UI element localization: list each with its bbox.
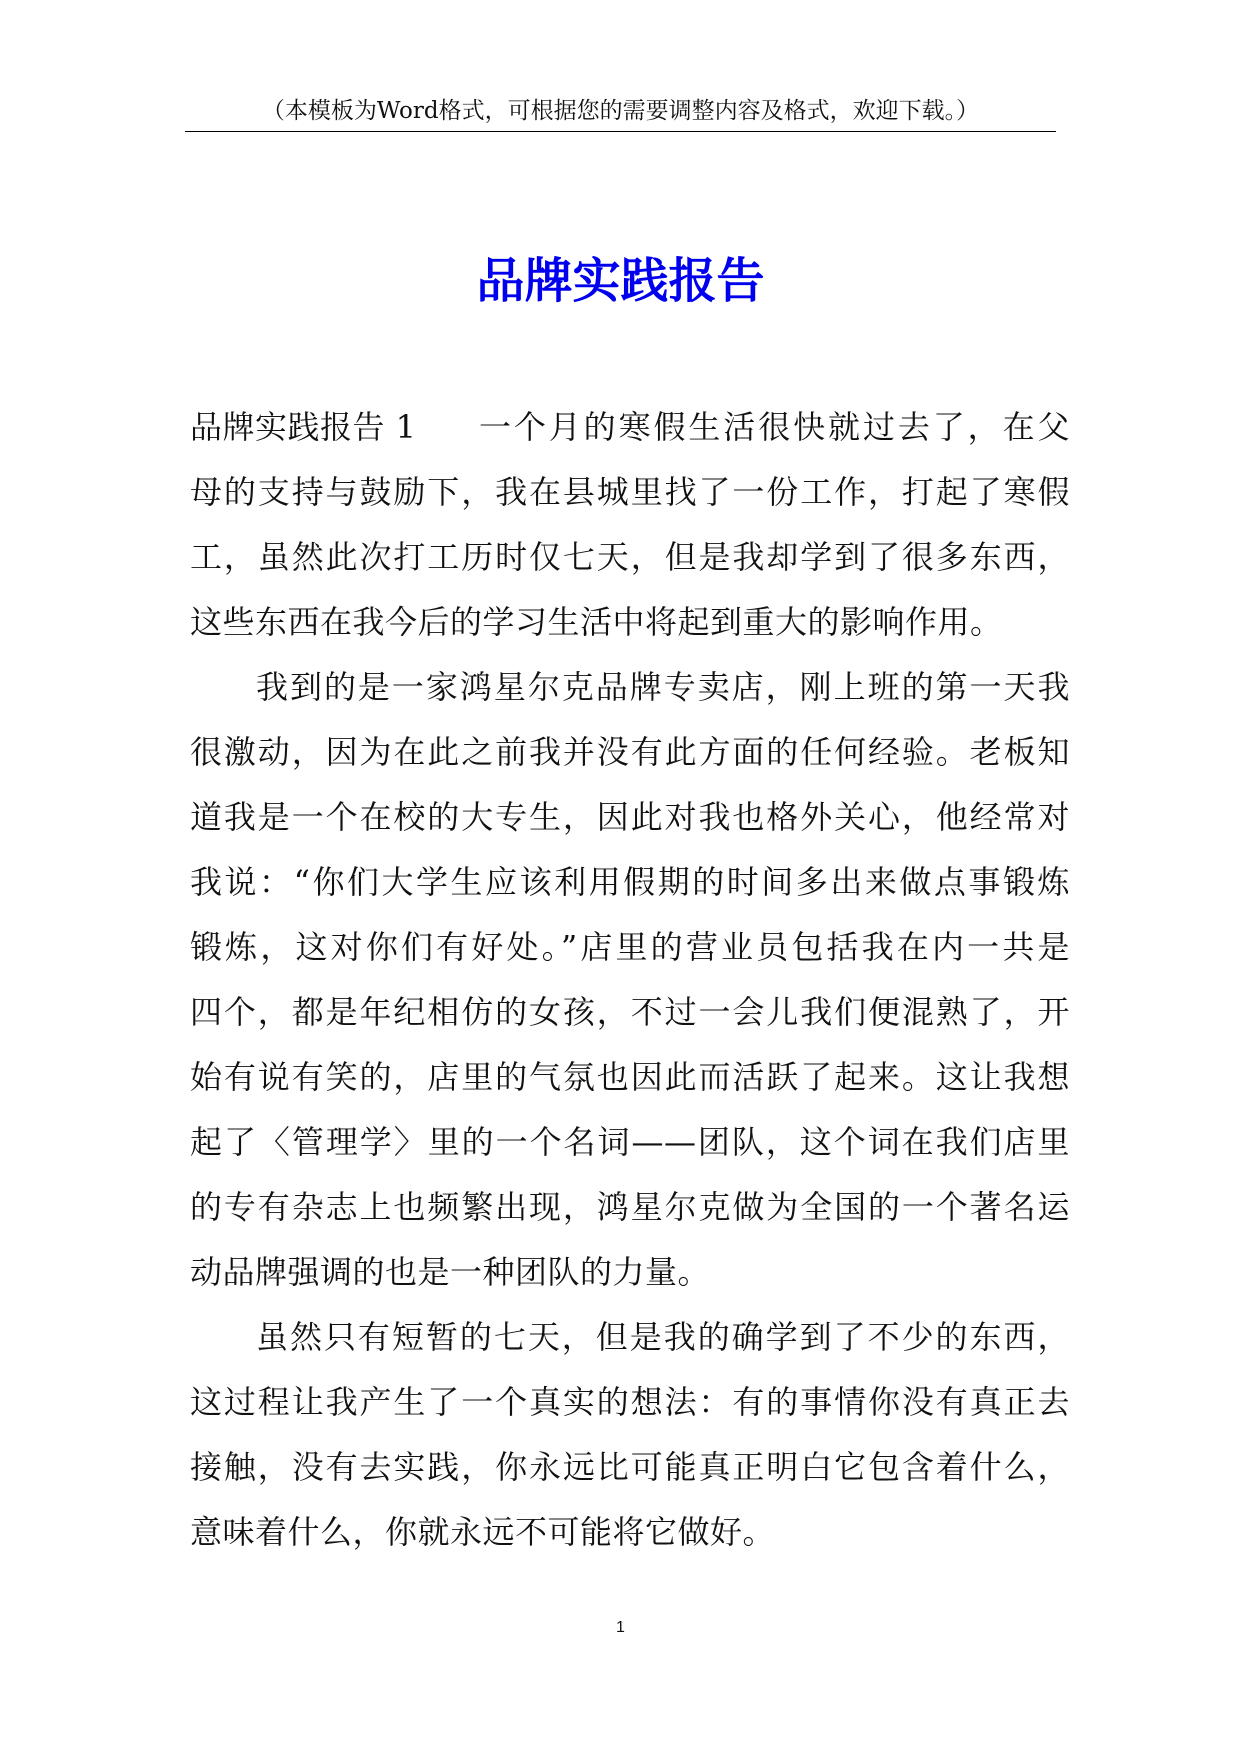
paragraph-line: 这过程让我产生了一个真实的想法：有的事情你没有真正去 [190,1383,1070,1421]
document-title: 品牌实践报告 [476,253,765,310]
paragraph-line: 虽然只有短暂的七天，但是我的确学到了不少的东西， [256,1318,1070,1356]
header-divider [185,131,1056,132]
template-header-note: （本模板为Word格式，可根据您的需要调整内容及格式，欢迎下载。） [261,98,980,124]
paragraph-line: 母的支持与鼓励下，我在县城里找了一份工作，打起了寒假 [190,473,1070,511]
paragraph-line: 意味着什么，你就永远不可能将它做好。 [190,1513,776,1551]
paragraph-line: 我到的是一家鸿星尔克品牌专卖店，刚上班的第一天我 [256,668,1070,706]
paragraph-line: 接触，没有去实践，你永远比可能真正明白它包含着什么， [190,1448,1070,1486]
paragraph-line: 始有说有笑的，店里的气氛也因此而活跃了起来。这让我想 [190,1058,1070,1096]
paragraph-line [190,395,1070,460]
paragraph-line: 工，虽然此次打工历时仅七天，但是我却学到了很多东西， [190,538,1070,576]
document-body [190,395,1070,1565]
paragraph-line: 的专有杂志上也频繁出现，鸿星尔克做为全国的一个著名运 [190,1188,1070,1226]
paragraph-line: 锻炼，这对你们有好处。”店里的营业员包括我在内一共是 [190,928,1070,966]
paragraph-line: 道我是一个在校的大专生，因此对我也格外关心，他经常对 [190,798,1070,836]
paragraph-line: 这些东西在我今后的学习生活中将起到重大的影响作用。 [190,603,1003,641]
paragraph-line: 动品牌强调的也是一种团队的力量。 [190,1253,711,1291]
section-heading: 品牌实践报告 1 [190,408,417,446]
page-number: 1 [616,1619,625,1636]
paragraph-line: 很激动，因为在此之前我并没有此方面的任何经验。老板知 [190,733,1070,771]
paragraph-line: 起了〈管理学〉里的一个名词——团队，这个词在我们店里 [190,1123,1070,1161]
paragraph-line: 四个，都是年纪相仿的女孩，不过一会儿我们便混熟了，开 [190,993,1070,1031]
paragraph-line-text: 一个月的寒假生活很快就过去了，在父 [476,408,1070,446]
paragraph-line: 我说：“你们大学生应该利用假期的时间多出来做点事锻炼 [190,863,1070,901]
